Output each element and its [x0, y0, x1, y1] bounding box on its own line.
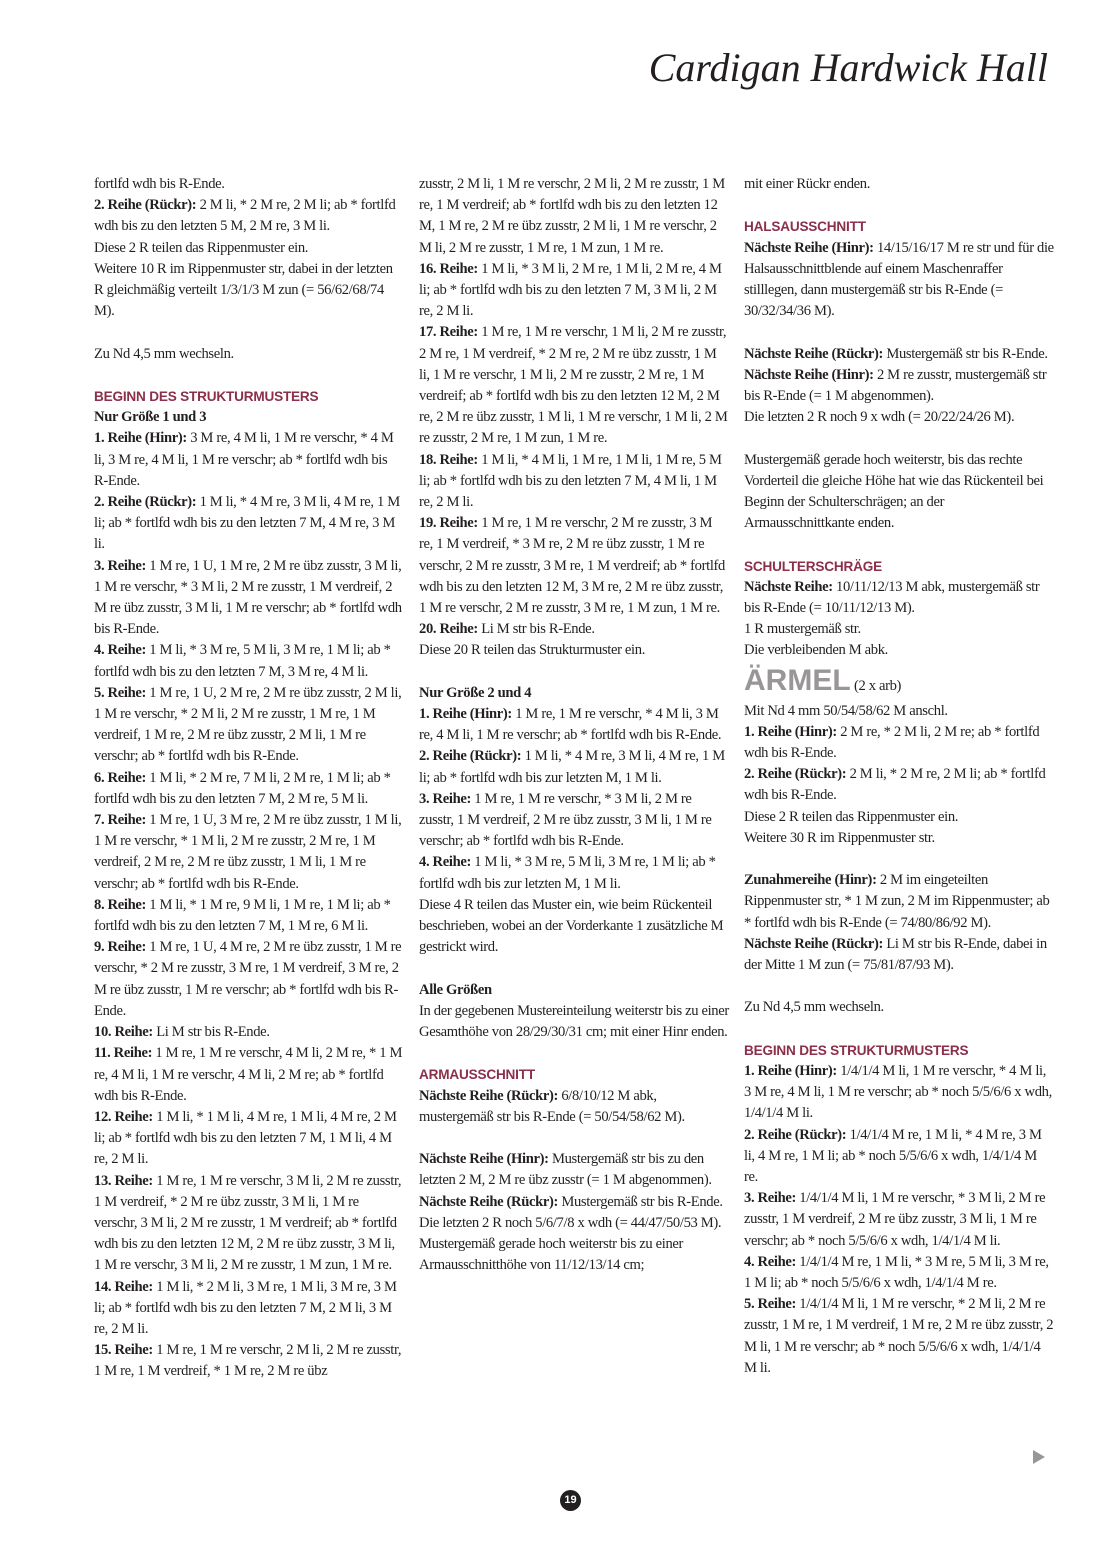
- instruction-paragraph: [94, 640, 404, 682]
- row-label: 3. Reihe:: [419, 790, 471, 807]
- instruction-text: 1 R mustergemäß str.: [744, 621, 861, 638]
- instruction-paragraph: [419, 513, 729, 619]
- instruction-text: 6/8/10/12 M abk, mustergemäß str bis R-Ende (= 50/54/58/62 M).: [419, 1087, 685, 1125]
- instruction-paragraph: [94, 1340, 404, 1382]
- instruction-paragraph: [744, 450, 1054, 535]
- text-column-2: [419, 174, 729, 1277]
- instruction-text: 2 M li, * 2 M re, 2 M li; ab * fortlfd wdh bis zu den letzten 5 M, 2 M re, 3 M li.: [94, 197, 396, 235]
- instruction-text: 1 M li, * 3 M li, 2 M re, 1 M li, 2 M re, 4 M li; ab * fortlfd wdh bis zu den letzten 7 M, 3 M li, 2 M re, 2 M li.: [419, 260, 722, 320]
- row-label: 15. Reihe:: [94, 1342, 153, 1359]
- instruction-text: 1 M li, * 4 M re, 3 M li, 4 M re, 1 M li; ab * fortlfd wdh bis zur letzten M, 1 M li.: [419, 748, 725, 786]
- row-label: Nächste Reihe (Rückr):: [744, 345, 884, 362]
- instruction-paragraph: [744, 997, 1054, 1018]
- instruction-text: 1 M re, 1 M re verschr, * 3 M li, 2 M re zusstr, 1 M verdreif, 2 M re übz zusstr, 3 M li, 1 M re verschr; ab * fortlfd wdh bis R-Ende.: [419, 790, 712, 850]
- row-label: 10. Reihe:: [94, 1024, 153, 1041]
- instruction-text: 1 M li, * 2 M li, 3 M re, 1 M li, 3 M re, 3 M li; ab * fortlfd wdh bis zu den letzten 7 M, 2 M li, 3 M re, 2 M li.: [94, 1278, 397, 1337]
- instruction-paragraph: [94, 428, 404, 492]
- instruction-paragraph: [94, 895, 404, 937]
- instruction-text: 2 M li, * 2 M re, 2 M li; ab * fortlfd wdh bis R-Ende.: [744, 766, 1046, 804]
- instruction-paragraph: [419, 1213, 729, 1234]
- row-label: Nächste Reihe (Rückr):: [419, 1087, 559, 1104]
- row-label: 4. Reihe:: [744, 1253, 796, 1270]
- instruction-text: Diese 20 R teilen das Strukturmuster ein.: [419, 642, 645, 659]
- instruction-text: 1 M re, 1 M re verschr, 3 M li, 2 M re zusstr, 1 M verdreif, * 2 M re übz zusstr, 3 M li, 1 M re verschr, 3 M li, 2 M re zusstr, 1 M verdreif; ab * fortlfd wdh bis zu den letzten 12 M, 2 M re übz zusstr, 3 M li, 1 M re verschr, 3 M li, 2 M re zusstr, 1 M zun, 1 M re.: [94, 1172, 402, 1274]
- instruction-text: fortlfd wdh bis R-Ende.: [94, 176, 225, 192]
- instruction-text: 1/4/1/4 M li, 1 M re verschr, * 2 M li, 2 M re zusstr, 1 M re, 1 M verdreif, 1 M re, 2 M re übz zusstr, 2 M li, 1 M re verschr; ab * noch 5/5/6/6 x wdh, 1/4/1/4 M li.: [744, 1296, 1054, 1376]
- instruction-text: Diese 2 R teilen das Rippenmuster ein.: [744, 808, 959, 825]
- instruction-paragraph: [744, 870, 1054, 934]
- instruction-text: Diese 2 R teilen das Rippenmuster ein.: [94, 239, 309, 256]
- instruction-text: 1 M li, * 1 M li, 4 M re, 1 M li, 4 M re, 2 M li; ab * fortlfd wdh bis zu den letzten 7 M, 1 M li, 4 M re, 2 M li.: [94, 1108, 397, 1168]
- instruction-text: 14/15/16/17 M re str und für die Halsausschnittblende auf einem Maschenraffer stilllegen, dann mustergemäß str bis R-Ende (= 30/32/34/36 M).: [744, 239, 1054, 320]
- row-label: 8. Reihe:: [94, 896, 146, 913]
- text-column-1: [94, 174, 404, 1383]
- instruction-paragraph: [744, 577, 1054, 619]
- instruction-text: 1 M li, * 3 M re, 5 M li, 3 M re, 1 M li; ab * fortlfd wdh bis zur letzten M, 1 M li.: [419, 854, 716, 892]
- instruction-paragraph: [744, 344, 1054, 365]
- instruction-paragraph: [94, 683, 404, 768]
- row-label: 1. Reihe (Hinr):: [94, 430, 187, 447]
- instruction-text: Mustergemäß str bis zu den letzten 2 M, 2 M re übz zusstr (= 1 M abgenommen).: [419, 1151, 712, 1189]
- instruction-paragraph: [94, 556, 404, 641]
- instruction-paragraph: [744, 1061, 1054, 1125]
- instruction-paragraph: [94, 1043, 404, 1107]
- instruction-paragraph: [94, 1022, 404, 1043]
- instruction-paragraph: [744, 1294, 1054, 1379]
- row-label: Nächste Reihe (Hinr):: [419, 1151, 549, 1168]
- instruction-paragraph: [744, 807, 1054, 828]
- instruction-paragraph: [94, 344, 404, 365]
- instruction-paragraph: [744, 764, 1054, 806]
- instruction-text: 1/4/1/4 M li, 1 M re verschr, * 4 M li, 3 M re, 4 M li, 1 M re verschr; ab * noch 5/5/6/6 x wdh, 1/4/1/4 M li.: [744, 1063, 1052, 1122]
- instruction-paragraph: [744, 828, 1054, 849]
- instruction-text: Li M str bis R-Ende.: [477, 621, 595, 638]
- row-label: Nächste Reihe (Hinr):: [744, 366, 874, 383]
- section-heading: BEGINN DES STRUKTURMUSTERS: [94, 389, 319, 404]
- instruction-paragraph: [744, 640, 1054, 661]
- instruction-paragraph: [419, 746, 729, 788]
- row-label: 12. Reihe:: [94, 1108, 153, 1125]
- instruction-text: Li M str bis R-Ende.: [152, 1024, 270, 1041]
- instruction-paragraph: [419, 619, 729, 640]
- instruction-paragraph: [419, 895, 729, 959]
- instruction-paragraph: [744, 407, 1054, 428]
- row-label: Alle Größen: [419, 981, 492, 998]
- instruction-text: 1 M re, 1 U, 1 M re, 2 M re übz zusstr, 3 M li, 1 M re verschr, * 3 M li, 2 M re zusstr, 1 M verdreif, 2 M re übz zusstr, 3 M li, 1 M re verschr; ab * fortlfd wdh bis R-Ende.: [94, 557, 402, 638]
- instruction-paragraph: [94, 810, 404, 895]
- instruction-text: 1 M re, 1 M re verschr, 4 M li, 2 M re, * 1 M re, 4 M li, 1 M re verschr, 4 M li, 2 M re; ab * fortlfd wdh bis R-Ende.: [94, 1045, 403, 1104]
- instruction-text: 10/11/12/13 M abk, mustergemäß str bis R-Ende (= 10/11/12/13 M).: [744, 578, 1040, 616]
- instruction-text: Mustergemäß gerade hoch weiterstr, bis das rechte Vorderteil die gleiche Höhe hat wie das Rückenteil bei Beginn der Schulterschrägen; an der Armausschnittkante enden.: [744, 451, 1044, 532]
- row-label: 4. Reihe:: [419, 854, 471, 871]
- instruction-text: 1 M re, 1 U, 4 M re, 2 M re übz zusstr, 1 M re verschr, * 2 M re zusstr, 3 M re, 1 M verdreif, 3 M re, 2 M re übz zusstr, 1 M re verschr; ab * fortlfd wdh bis R-Ende.: [94, 939, 402, 1019]
- text-column-3: [744, 174, 1054, 1379]
- instruction-paragraph: [94, 1107, 404, 1171]
- instruction-paragraph: [419, 1234, 729, 1276]
- instruction-text: 1/4/1/4 M li, 1 M re verschr, * 3 M li, 2 M re zusstr, 1 M verdreif, 2 M re übz zusstr, 3 M li, 1 M re verschr; ab * noch 5/5/6/6 x wdh, 1/4/1/4 M li.: [744, 1190, 1046, 1249]
- instruction-paragraph: [419, 1149, 729, 1191]
- instruction-paragraph: [419, 1192, 729, 1213]
- row-label: Nächste Reihe (Rückr):: [419, 1193, 559, 1210]
- row-label: 20. Reihe:: [419, 621, 478, 638]
- instruction-paragraph: [419, 704, 729, 746]
- instruction-text: 1 M re, 1 M re verschr, 2 M re zusstr, 3 M re, 1 M verdreif, * 3 M re, 2 M re übz zusstr, 1 M re verschr, 2 M re zusstr, 3 M re, 1 M verdreif; ab * fortlfd wdh bis zu den letzten 12 M, 3 M re, 2 M re übz zusstr, 1 M re verschr, 2 M re zusstr, 3 M re, 1 M zun, 1 M re.: [419, 515, 725, 617]
- row-label: 6. Reihe:: [94, 769, 146, 786]
- row-label: 2. Reihe (Rückr):: [94, 494, 197, 511]
- instruction-text: 1/4/1/4 M re, 1 M li, * 4 M re, 3 M li, 4 M re, 1 M li; ab * noch 5/5/6/6 x wdh, 1/4/1/4 M re.: [744, 1126, 1042, 1186]
- row-label: 16. Reihe:: [419, 260, 478, 277]
- instruction-text: 1 M li, * 2 M re, 7 M li, 2 M re, 1 M li; ab * fortlfd wdh bis zu den letzten 7 M, 2 M re, 5 M li.: [94, 769, 391, 807]
- instruction-text: 1 M li, * 1 M re, 9 M li, 1 M re, 1 M li; ab * fortlfd wdh bis zu den letzten 7 M, 1 M re, 6 M li.: [94, 896, 391, 935]
- instruction-text: Mit Nd 4 mm 50/54/58/62 M anschl.: [744, 702, 948, 719]
- instruction-text: Die letzten 2 R noch 9 x wdh (= 20/22/24/26 M).: [744, 409, 1015, 426]
- instruction-paragraph: [419, 852, 729, 894]
- instruction-text: 1 M re, 1 U, 3 M re, 2 M re übz zusstr, 1 M li, 1 M re verschr, * 1 M li, 2 M re zusstr, 2 M re, 1 M verdreif, 2 M re, 2 M re übz zusstr, 1 M li, 1 M re verschr; ab * fortlfd wdh bis R-Ende.: [94, 812, 402, 892]
- section-heading: HALSAUSSCHNITT: [744, 219, 866, 235]
- row-label: 5. Reihe:: [94, 684, 146, 701]
- row-label: 1. Reihe (Hinr):: [419, 706, 512, 723]
- instruction-paragraph: [419, 980, 729, 1001]
- instruction-paragraph: [419, 1086, 729, 1128]
- instruction-text: zusstr, 2 M li, 1 M re verschr, 2 M li, 2 M re zusstr, 1 M re, 1 M verdreif; ab * fortlfd wdh bis zu den letzten 12 M, 1 M re, 2 M re übz zusstr, 2 M li, 1 M re verschr, 2 M li, 2 M re zusstr, 1 M re, 1 M zun, 1 M re.: [419, 176, 725, 256]
- instruction-paragraph: [744, 1252, 1054, 1294]
- instruction-paragraph: [94, 195, 404, 237]
- instruction-text: mit einer Rückr enden.: [744, 176, 871, 192]
- instruction-paragraph: [419, 259, 729, 323]
- part-heading-title: ÄRMEL: [744, 663, 851, 697]
- continue-arrow-icon: [1033, 1450, 1045, 1464]
- instruction-text: Zu Nd 4,5 mm wechseln.: [94, 345, 234, 362]
- row-label: 14. Reihe:: [94, 1278, 153, 1295]
- page-number: 19: [560, 1490, 581, 1511]
- row-label: 7. Reihe:: [94, 812, 146, 829]
- instruction-text: 1 M li, * 4 M re, 3 M li, 4 M re, 1 M li; ab * fortlfd wdh bis zu den letzten 7 M, 4 M re, 3 M li.: [94, 494, 400, 553]
- instruction-text: Mustergemäß str bis R-Ende.: [883, 345, 1048, 362]
- instruction-text: Die letzten 2 R noch 5/6/7/8 x wdh (= 44/47/50/53 M).: [419, 1214, 722, 1231]
- instruction-paragraph: [94, 1171, 404, 1277]
- instruction-paragraph: [94, 174, 404, 195]
- instruction-text: Mustergemäß str bis R-Ende.: [558, 1193, 723, 1210]
- row-label: Nächste Reihe (Rückr):: [744, 935, 884, 952]
- row-label: Zunahmereihe (Hinr):: [744, 872, 877, 889]
- row-label: 9. Reihe:: [94, 939, 146, 956]
- instruction-paragraph: [419, 683, 729, 704]
- instruction-paragraph: [94, 259, 404, 323]
- part-heading: [744, 663, 1054, 701]
- row-label: 1. Reihe (Hinr):: [744, 723, 837, 740]
- row-label: 3. Reihe:: [744, 1190, 796, 1207]
- instruction-paragraph: [744, 174, 1054, 195]
- instruction-text: 2 M re zusstr, mustergemäß str bis R-Ende (= 1 M abgenommen).: [744, 366, 1047, 404]
- instruction-paragraph: [94, 768, 404, 810]
- row-label: 17. Reihe:: [419, 324, 478, 341]
- instruction-text: Zu Nd 4,5 mm wechseln.: [744, 999, 884, 1016]
- instruction-text: Weitere 30 R im Rippenmuster str.: [744, 829, 935, 846]
- section-heading: BEGINN DES STRUKTURMUSTERS: [744, 1042, 969, 1058]
- instruction-paragraph: [744, 701, 1054, 722]
- row-label: Nächste Reihe (Hinr):: [744, 239, 874, 256]
- row-label: 2. Reihe (Rückr):: [744, 766, 847, 783]
- instruction-text: Weitere 10 R im Rippenmuster str, dabei in der letzten R gleichmäßig verteilt 1/3/1/3 M zun (= 56/62/68/74 M).: [94, 260, 393, 320]
- instruction-paragraph: [419, 174, 729, 259]
- row-label: 1. Reihe (Hinr):: [744, 1063, 837, 1080]
- instruction-paragraph: [94, 238, 404, 259]
- instruction-paragraph: [419, 640, 729, 661]
- row-label: 4. Reihe:: [94, 642, 146, 659]
- row-label: 13. Reihe:: [94, 1172, 153, 1189]
- section-heading: ARMAUSSCHNITT: [419, 1067, 535, 1083]
- row-label: 2. Reihe (Rückr):: [94, 197, 197, 214]
- instruction-text: 3 M re, 4 M li, 1 M re verschr, * 4 M li, 3 M re, 4 M li, 1 M re verschr; ab * fortlfd wdh bis R-Ende.: [94, 430, 394, 489]
- instruction-paragraph: [744, 238, 1054, 323]
- instruction-paragraph: [94, 1277, 404, 1341]
- row-label: 19. Reihe:: [419, 515, 478, 532]
- instruction-paragraph: [744, 619, 1054, 640]
- instruction-text: 1 M re, 1 M re verschr, 2 M li, 2 M re zusstr, 1 M re, 1 M verdreif, * 1 M re, 2 M re übz: [94, 1342, 402, 1380]
- instruction-paragraph: [744, 1188, 1054, 1252]
- instruction-paragraph: [419, 789, 729, 853]
- row-label: 18. Reihe:: [419, 451, 478, 468]
- row-label: 11. Reihe:: [94, 1045, 153, 1062]
- instruction-paragraph: [419, 322, 729, 449]
- instruction-text: 1 M re, 1 M re verschr, * 4 M li, 3 M re, 4 M li, 1 M re verschr; ab * fortlfd wdh bis R-Ende.: [419, 706, 722, 744]
- page-title: Cardigan Hardwick Hall: [648, 45, 1048, 90]
- row-label: 2. Reihe (Rückr):: [744, 1126, 847, 1143]
- instruction-text: 1 M li, * 4 M li, 1 M re, 1 M li, 1 M re, 5 M li; ab * fortlfd wdh bis zu den letzten 7 M, 4 M li, 1 M re, 2 M li.: [419, 451, 722, 511]
- instruction-paragraph: [744, 722, 1054, 764]
- row-label: Nächste Reihe:: [744, 578, 833, 595]
- instruction-paragraph: [744, 934, 1054, 976]
- instruction-paragraph: [94, 937, 404, 1022]
- instruction-text: 1 M re, 1 U, 2 M re, 2 M re übz zusstr, 2 M li, 1 M re verschr, * 2 M li, 2 M re zusstr, 1 M re, 1 M verdreif, 1 M re, 2 M re übz zusstr, 2 M li, 1 M re verschr; ab * fortlfd wdh bis R-Ende.: [94, 684, 402, 765]
- part-heading-note: (2 x arb): [850, 677, 902, 694]
- row-label: Nur Größe 2 und 4: [419, 684, 532, 701]
- instruction-text: 2 M im eingeteilten Rippenmuster str, * 1 M zun, 2 M im Rippenmuster; ab * fortlfd wdh bis R-Ende (= 74/80/86/92 M).: [744, 872, 1050, 931]
- instruction-paragraph: [744, 1125, 1054, 1189]
- instruction-paragraph: [419, 450, 729, 514]
- instruction-text: Die verbleibenden M abk.: [744, 642, 888, 659]
- instruction-text: 1 M li, * 3 M re, 5 M li, 3 M re, 1 M li; ab * fortlfd wdh bis zu den letzten 7 M, 3 M re, 4 M li.: [94, 642, 391, 680]
- instruction-paragraph: [94, 492, 404, 556]
- instruction-paragraph: [744, 365, 1054, 407]
- instruction-text: In der gegebenen Mustereinteilung weiterstr bis zu einer Gesamthöhe von 28/29/30/31 cm; mit einer Hinr enden.: [419, 1002, 729, 1041]
- instruction-text: 1 M re, 1 M re verschr, 1 M li, 2 M re zusstr, 2 M re, 1 M verdreif, * 2 M re, 2 M re übz zusstr, 1 M li, 1 M re verschr, 1 M li, 2 M re zusstr, 2 M re, 1 M verdreif; ab * fortlfd wdh bis zu den letzten 12 M, 2 M re, 2 M re übz zusstr, 1 M li, 1 M re verschr, 1 M li, 2 M re zusstr, 2 M re, 1 M zun, 1 M re.: [419, 324, 728, 447]
- instruction-text: Diese 4 R teilen das Muster ein, wie beim Rückenteil beschrieben, wobei an der Vorderkante 1 zusätzliche M gestrickt wird.: [419, 896, 724, 956]
- instruction-text: Mustergemäß gerade hoch weiterstr bis zu einer Armausschnitthöhe von 11/12/13/14 cm;: [419, 1236, 684, 1274]
- subheading: Nur Größe 1 und 3: [94, 409, 207, 426]
- instruction-text: Li M str bis R-Ende, dabei in der Mitte 1 M zun (= 75/81/87/93 M).: [744, 935, 1047, 974]
- section-heading: SCHULTERSCHRÄGE: [744, 558, 882, 574]
- row-label: 5. Reihe:: [744, 1296, 796, 1313]
- row-label: 3. Reihe:: [94, 557, 146, 574]
- instruction-text: 1/4/1/4 M re, 1 M li, * 3 M re, 5 M li, 3 M re, 1 M li; ab * noch 5/5/6/6 x wdh, 1/4/1/4 M re.: [744, 1253, 1049, 1292]
- row-label: 2. Reihe (Rückr):: [419, 748, 522, 765]
- instruction-paragraph: [419, 1001, 729, 1043]
- instruction-text: 2 M re, * 2 M li, 2 M re; ab * fortlfd wdh bis R-Ende.: [744, 723, 1040, 762]
